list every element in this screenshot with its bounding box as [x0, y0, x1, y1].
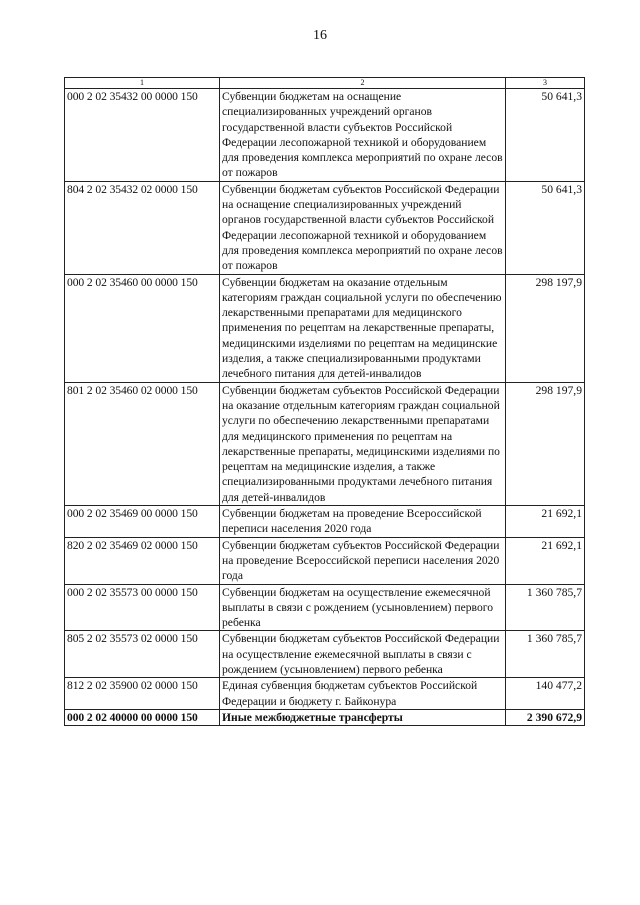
- table-row: [65, 181, 585, 274]
- revenue-name-cell: Субвенции бюджетам на осуществление ежемесячной выплаты в связи с рождением (усыновлением) первого ребенка: [220, 584, 506, 631]
- table-row: [65, 678, 585, 710]
- budget-table: [64, 77, 585, 726]
- table-row: [65, 537, 585, 584]
- amount-cell: 50 641,3: [506, 89, 585, 182]
- budget-code-cell: 801 2 02 35460 02 0000 150: [65, 382, 220, 505]
- revenue-name-cell: Единая субвенция бюджетам субъектов Российской Федерации и бюджету г. Байконура: [220, 678, 506, 710]
- table-header: [65, 78, 585, 89]
- amount-cell: 2 390 672,9: [506, 709, 585, 725]
- column-header-code: 1: [65, 78, 220, 89]
- table-body: [65, 89, 585, 726]
- amount-cell: 21 692,1: [506, 506, 585, 538]
- table-row: [65, 631, 585, 678]
- table-row: [65, 382, 585, 505]
- amount-cell: 298 197,9: [506, 274, 585, 382]
- amount-cell: 1 360 785,7: [506, 584, 585, 631]
- budget-code-cell: 804 2 02 35432 02 0000 150: [65, 181, 220, 274]
- amount-cell: 50 641,3: [506, 181, 585, 274]
- table-row-total: [65, 709, 585, 725]
- revenue-name-cell: Субвенции бюджетам на проведение Всероссийской переписи населения 2020 года: [220, 506, 506, 538]
- budget-code-cell: 000 2 02 35432 00 0000 150: [65, 89, 220, 182]
- page-number: 16: [313, 28, 327, 43]
- table-row: [65, 584, 585, 631]
- table-row: [65, 506, 585, 538]
- revenue-name-cell: Субвенции бюджетам на оснащение специализированных учреждений органов государственной власти субъектов Российской Федерации лесопожарной техникой и оборудованием для проведения комплекса мероприятий по охране лесов от пожаров: [220, 89, 506, 182]
- revenue-name-cell: Субвенции бюджетам субъектов Российской Федерации на оказание отдельным категориям граждан социальной услуги по обеспечению лекарственными препаратами для медицинского применения по рецептам на лекарственные препараты, медицинскими изделиями по рецептам на медицинские изделия, а также специализированными продуктами лечебного питания для детей-инвалидов: [220, 382, 506, 505]
- amount-cell: 140 477,2: [506, 678, 585, 710]
- budget-code-cell: 000 2 02 40000 00 0000 150: [65, 709, 220, 725]
- revenue-name-cell: Субвенции бюджетам субъектов Российской Федерации на проведение Всероссийской переписи населения 2020 года: [220, 537, 506, 584]
- column-header-name: 2: [220, 78, 506, 89]
- revenue-name-cell: Субвенции бюджетам субъектов Российской Федерации на осуществление ежемесячной выплаты в связи с рождением (усыновлением) первого ребенка: [220, 631, 506, 678]
- amount-cell: 21 692,1: [506, 537, 585, 584]
- amount-cell: 1 360 785,7: [506, 631, 585, 678]
- budget-code-cell: 000 2 02 35573 00 0000 150: [65, 584, 220, 631]
- budget-code-cell: 805 2 02 35573 02 0000 150: [65, 631, 220, 678]
- budget-code-cell: 812 2 02 35900 02 0000 150: [65, 678, 220, 710]
- budget-code-cell: 820 2 02 35469 02 0000 150: [65, 537, 220, 584]
- amount-cell: 298 197,9: [506, 382, 585, 505]
- table-row: [65, 274, 585, 382]
- revenue-name-cell: Субвенции бюджетам субъектов Российской Федерации на оснащение специализированных учреждений органов государственной власти субъектов Российской Федерации лесопожарной техникой и оборудованием для проведения комплекса мероприятий по охране лесов от пожаров: [220, 181, 506, 274]
- table-row: [65, 89, 585, 182]
- revenue-name-cell: Субвенции бюджетам на оказание отдельным категориям граждан социальной услуги по обеспечению лекарственными препаратами для медицинского применения по рецептам на лекарственные препараты, медицинскими изделиями по рецептам на медицинские изделия, а также специализированными продуктами лечебного питания для детей-инвалидов: [220, 274, 506, 382]
- column-header-amount: 3: [506, 78, 585, 89]
- budget-code-cell: 000 2 02 35469 00 0000 150: [65, 506, 220, 538]
- revenue-name-cell: Иные межбюджетные трансферты: [220, 709, 506, 725]
- budget-code-cell: 000 2 02 35460 00 0000 150: [65, 274, 220, 382]
